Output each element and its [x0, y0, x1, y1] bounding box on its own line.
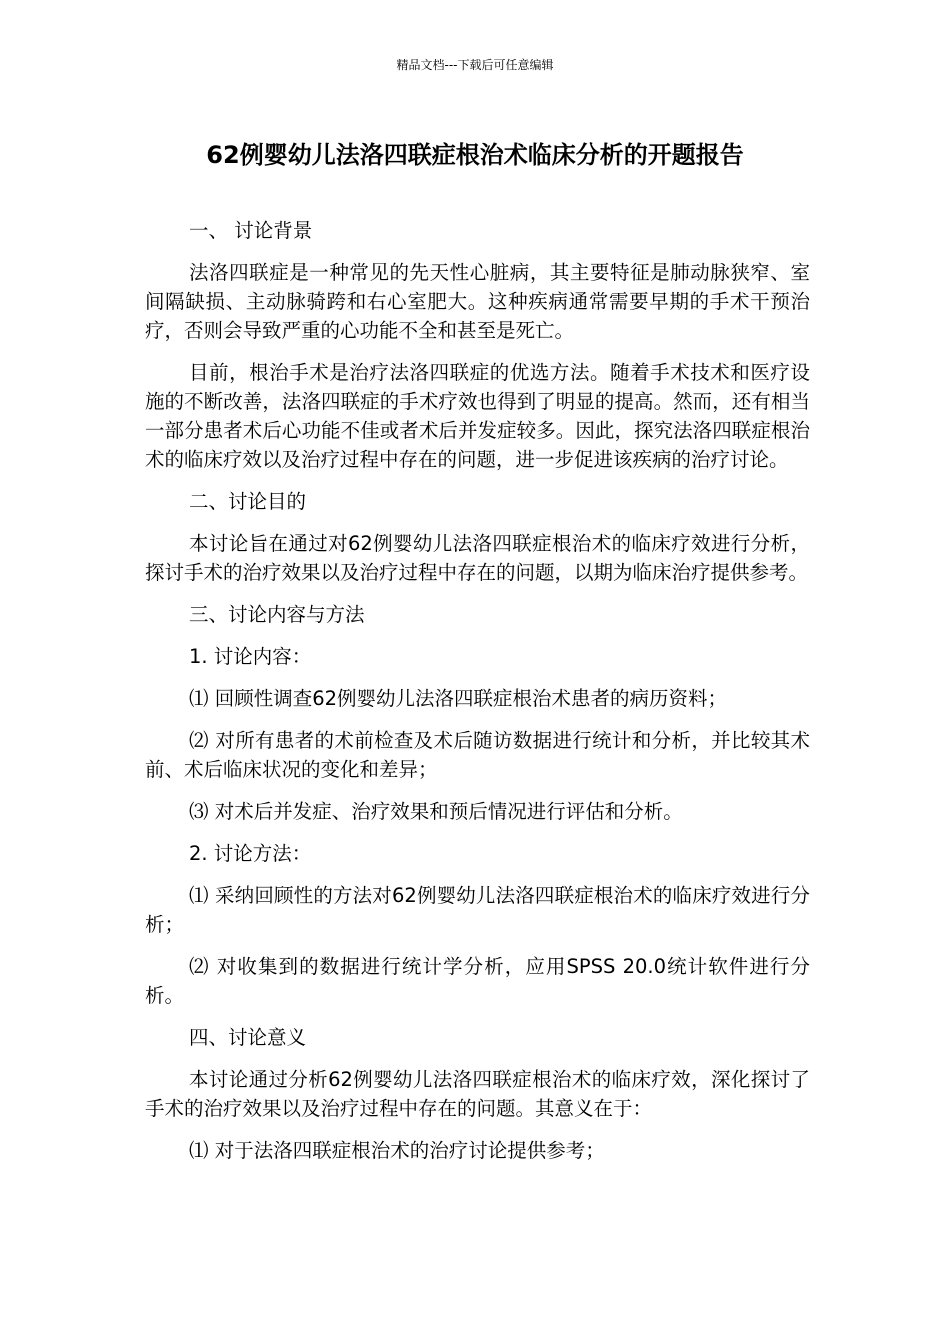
background-paragraph-1: 法洛四联症是一种常见的先天性心脏病，其主要特征是肺动脉狭窄、室间隔缺损、主动脉骑跨和右心室肥大。这种疾病通常需要早期的手术干预治疗，否则会导致严重的心功能不全和甚至是死亡。	[145, 261, 810, 342]
significance-item-1: ⑴ 对于法洛四联症根治术的治疗讨论提供参考；	[189, 1139, 605, 1162]
section-heading-significance: 四、讨论意义	[189, 1026, 307, 1049]
significance-paragraph: 本讨论通过分析62例婴幼儿法洛四联症根治术的临床疗效，深化探讨了手术的治疗效果以及治疗过程中存在的问题。其意义在于：	[145, 1068, 810, 1120]
section-heading-content-methods: 三、讨论内容与方法	[189, 603, 365, 626]
page-header-note: 精品文档---下载后可任意编辑	[396, 58, 554, 72]
content-item-2: ⑵ 对所有患者的术前检查及术后随访数据进行统计和分析，并比较其术前、术后临床状况的变化和差异；	[145, 729, 810, 781]
background-paragraph-2: 目前，根治手术是治疗法洛四联症的优选方法。随着手术技术和医疗设施的不断改善，法洛四联症的手术疗效也得到了明显的提高。然而，还有相当一部分患者术后心功能不佳或者术后并发症较多。因此，探究法洛四联症根治术的临床疗效以及治疗过程中存在的问题，进一步促进该疾病的治疗讨论。	[145, 361, 810, 471]
section-heading-background: 一、 讨论背景	[189, 219, 313, 242]
subheading-content: 1. 讨论内容：	[189, 645, 312, 668]
document-title: 62例婴幼儿法洛四联症根治术临床分析的开题报告	[206, 141, 744, 169]
methods-item-2: ⑵ 对收集到的数据进行统计学分析，应用SPSS 20.0统计软件进行分析。	[145, 955, 810, 1007]
content-item-3: ⑶ 对术后并发症、治疗效果和预后情况进行评估和分析。	[189, 800, 683, 823]
purpose-paragraph: 本讨论旨在通过对62例婴幼儿法洛四联症根治术的临床疗效进行分析，探讨手术的治疗效果以及治疗过程中存在的问题，以期为临床治疗提供参考。	[145, 532, 810, 584]
document-body	[145, 216, 810, 1178]
section-heading-purpose: 二、讨论目的	[189, 490, 307, 513]
content-item-1: ⑴ 回顾性调查62例婴幼儿法洛四联症根治术患者的病历资料；	[189, 687, 728, 710]
subheading-methods: 2. 讨论方法：	[189, 842, 312, 865]
methods-item-1: ⑴ 采纳回顾性的方法对62例婴幼儿法洛四联症根治术的临床疗效进行分析；	[145, 884, 810, 936]
